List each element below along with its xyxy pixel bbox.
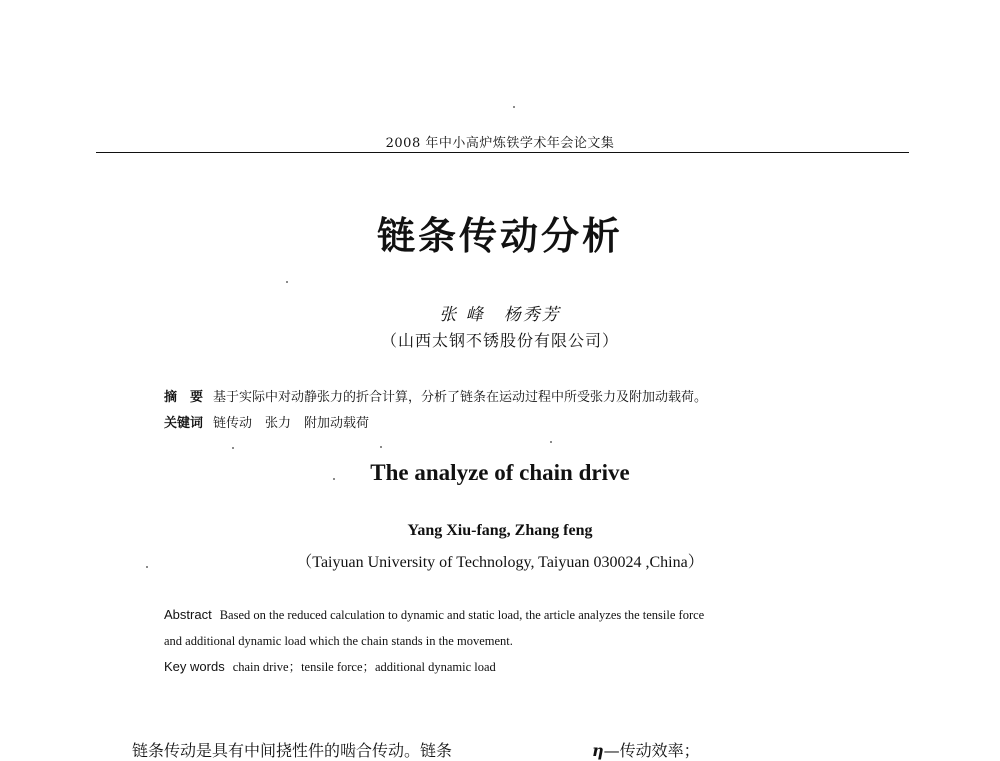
- keywords-en-text: chain drive；tensile force；additional dynamic load: [232, 660, 496, 674]
- authors-cn: 张 峰 杨秀芳: [439, 305, 561, 325]
- body-text-left: 链条传动是具有中间挠性件的啮合传动。链条: [132, 741, 453, 760]
- paper-title-cn: 链条传动分析: [376, 213, 623, 258]
- affiliation-cn: （山西太钢不锈股份有限公司）: [380, 331, 619, 350]
- scan-speck: [513, 106, 515, 108]
- scan-speck: [550, 441, 552, 443]
- scan-speck: [286, 281, 288, 283]
- keywords-cn-text: 链传动 张力 附加动载荷: [213, 416, 370, 431]
- keywords-en-label: Key words: [164, 659, 225, 674]
- scan-speck: [232, 447, 234, 449]
- abstract-en-block: [164, 602, 864, 680]
- body-text-right: [592, 738, 700, 761]
- affiliation-en: （Taiyuan University of Technology, Taiyuan 030024 ,China）: [296, 554, 704, 571]
- abstract-en-text-1: Based on the reduced calculation to dynamic and static load, the article analyzes the tensile force: [219, 608, 705, 622]
- abstract-cn-block: [164, 385, 864, 437]
- header-rule: [96, 152, 909, 153]
- keywords-cn: [164, 411, 864, 437]
- scan-speck: [380, 446, 382, 448]
- abstract-cn-text: 基于实际中对动静张力的折合计算，分析了链条在运动过程中所受张力及附加动载荷。: [213, 390, 708, 405]
- abstract-cn-label: 摘 要: [164, 390, 204, 405]
- running-header: 2008 年中小高炉炼铁学术年会论文集: [385, 136, 615, 151]
- keywords-en: [164, 654, 864, 680]
- eta-symbol: η: [592, 741, 604, 760]
- abstract-cn: [164, 385, 864, 411]
- efficiency-text: —传动效率；: [603, 741, 700, 760]
- abstract-en-label: Abstract: [164, 607, 212, 622]
- abstract-en-line-2: and additional dynamic load which the chain stands in the movement.: [164, 634, 513, 648]
- abstract-en-line-1: [164, 602, 864, 628]
- authors-en: Yang Xiu-fang, Zhang feng: [407, 522, 593, 539]
- keywords-cn-label: 关键词: [164, 416, 204, 431]
- paper-title-en: The analyze of chain drive: [370, 460, 630, 485]
